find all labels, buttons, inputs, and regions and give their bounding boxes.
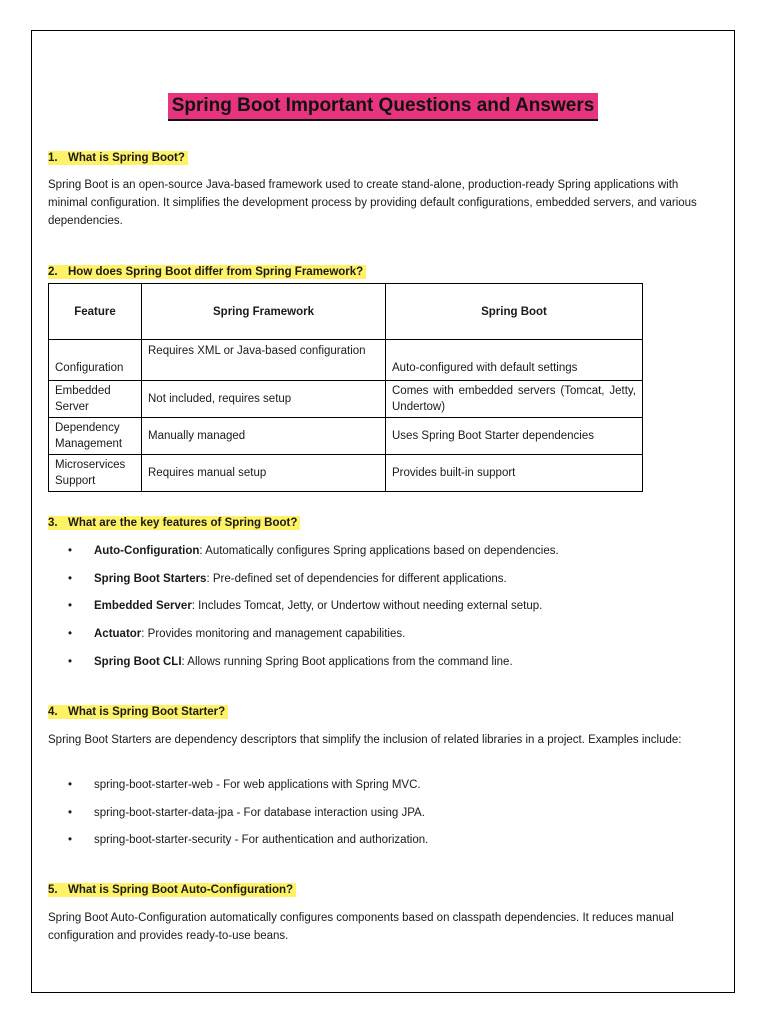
table-cell: Not included, requires setup: [142, 381, 386, 418]
document-title: Spring Boot Important Questions and Answers: [168, 93, 599, 121]
question-2-text: How does Spring Boot differ from Spring Framework?: [68, 266, 364, 278]
table-cell: Configuration: [49, 340, 142, 381]
question-2: [48, 266, 366, 278]
table-header-spring-boot: Spring Boot: [386, 284, 643, 340]
bullet-icon: •: [68, 779, 73, 791]
comparison-table: [48, 283, 643, 492]
table-header-spring-framework: Spring Framework: [142, 284, 386, 340]
answer-1: Spring Boot is an open-source Java-based framework used to create stand-alone, production-ready Spring applications with minimal configuration. It simplifies the development process by providing default configurations, embedded servers, and various dependencies.: [48, 179, 697, 227]
list-item: • Spring Boot CLI: Allows running Spring Boot applications from the command line.: [68, 655, 513, 668]
table-cell: Dependency Management: [49, 418, 142, 455]
bullet-icon: •: [68, 572, 73, 585]
question-4-number: 4.: [48, 706, 58, 718]
list-item: • Actuator: Provides monitoring and management capabilities.: [68, 628, 406, 641]
question-5: [48, 884, 296, 896]
title-wrap: [32, 93, 734, 121]
question-4-text: What is Spring Boot Starter?: [68, 706, 226, 718]
question-3: [48, 517, 300, 529]
bullet-icon: •: [68, 600, 73, 613]
table-row: [49, 418, 643, 455]
bullet-icon: •: [68, 628, 73, 641]
table-cell: Embedded Server: [49, 381, 142, 418]
bullet-icon: •: [68, 806, 73, 819]
question-3-number: 3.: [48, 517, 58, 529]
table-cell: Provides built-in support: [386, 455, 643, 492]
question-5-text: What is Spring Boot Auto-Configuration?: [68, 884, 294, 896]
bullet-icon: •: [68, 655, 73, 668]
question-3-text: What are the key features of Spring Boot?: [68, 517, 298, 529]
table-row: [49, 381, 643, 418]
answer-4: Spring Boot Starters are dependency descriptors that simplify the inclusion of related libraries in a project. Examples include:: [48, 734, 682, 746]
table-row: [49, 340, 643, 381]
list-item: • spring-boot-starter-web - For web applications with Spring MVC.: [68, 779, 421, 791]
question-1-number: 1.: [48, 152, 58, 164]
list-item: • Spring Boot Starters: Pre-defined set of dependencies for different applications.: [68, 572, 507, 585]
question-2-number: 2.: [48, 266, 58, 278]
table-cell: Requires manual setup: [142, 455, 386, 492]
table-row: [49, 455, 643, 492]
answer-5: Spring Boot Auto-Configuration automatically configures components based on classpath dependencies. It reduces manual configuration and provides ready-to-use beans.: [48, 912, 674, 942]
question-4: [48, 706, 228, 718]
table-cell: Requires XML or Java-based configuration: [142, 340, 386, 381]
starters-list: [68, 777, 428, 860]
document-page: [31, 30, 735, 993]
list-item: • Embedded Server: Includes Tomcat, Jetty, or Undertow without needing external setup.: [68, 600, 543, 613]
table-cell: Uses Spring Boot Starter dependencies: [386, 418, 643, 455]
table-header-feature: Feature: [49, 284, 142, 340]
table-cell: Comes with embedded servers (Tomcat, Jetty, Undertow): [386, 381, 643, 418]
bullet-icon: •: [68, 834, 73, 847]
table-cell: Microservices Support: [49, 455, 142, 492]
bullet-icon: •: [68, 545, 73, 557]
question-1-text: What is Spring Boot?: [68, 152, 185, 164]
features-list: [68, 543, 559, 681]
question-1: [48, 152, 188, 164]
list-item: • spring-boot-starter-security - For authentication and authorization.: [68, 834, 429, 847]
list-item: • spring-boot-starter-data-jpa - For database interaction using JPA.: [68, 806, 425, 819]
list-item: • Auto-Configuration: Automatically configures Spring applications based on dependencies.: [68, 545, 559, 557]
table-header-row: [49, 284, 643, 340]
table-cell: Auto-configured with default settings: [386, 340, 643, 381]
table-cell: Manually managed: [142, 418, 386, 455]
question-5-number: 5.: [48, 884, 58, 896]
